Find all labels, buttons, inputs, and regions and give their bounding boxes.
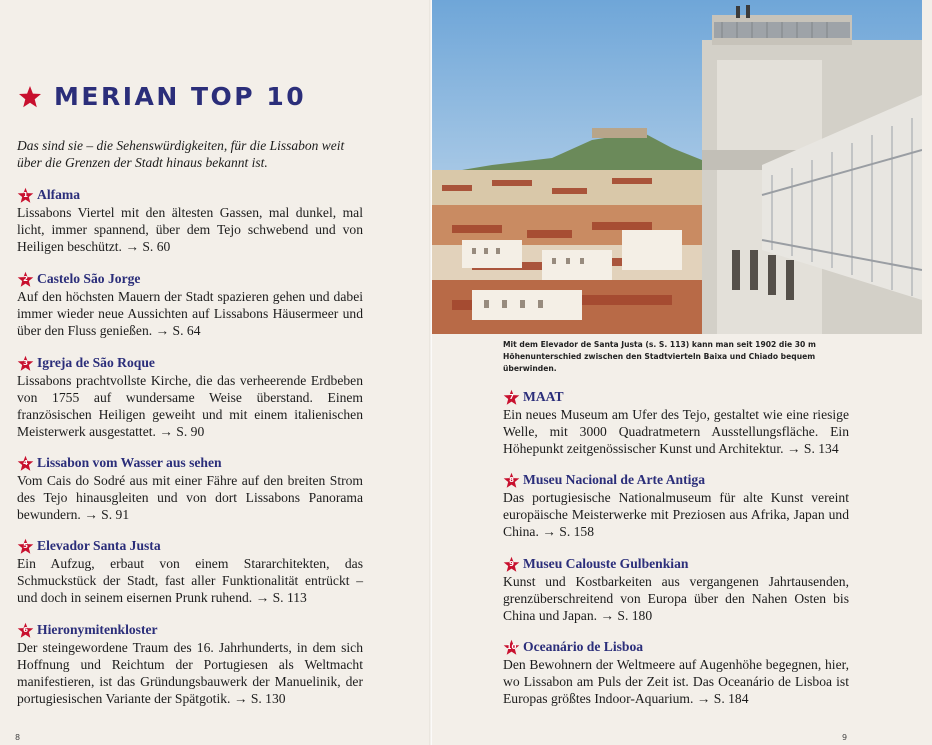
numbered-star-icon (17, 187, 34, 204)
photo-illustration (432, 0, 922, 334)
entry-title (17, 537, 363, 555)
entry-body: Lissabons prachtvollste Kirche, die das verheerende Erdbeben von 1755 auf wundersame Weise überstand. Einem französischen Heiligen geweiht und mit einem italienischen Meisterwerk ausgestattet. → S. 90 (17, 373, 363, 439)
entry-title-text: Igreja de São Roque (37, 355, 155, 370)
entry-number: 7 (509, 392, 514, 401)
entry-number: 2 (23, 274, 28, 283)
entry-title (17, 454, 363, 472)
lisbon-photo (432, 0, 922, 334)
entry-number: 1 (23, 190, 28, 199)
intro-text: Das sind sie – die Sehenswürdigkeiten, für die Lissabon weit über die Grenzen der Stadt hinaus bekannt ist. (17, 138, 345, 170)
entry-title (503, 388, 849, 406)
entry-title-text: MAAT (523, 389, 564, 404)
numbered-star-icon (503, 556, 520, 573)
entry-body: Kunst und Kostbarkeiten aus vergangenen Jahrtausenden, grenzüberschreitend von Europa über den Nahen Osten bis China und Japan. → S. 180 (503, 574, 849, 623)
top10-entry (503, 388, 849, 457)
numbered-star-icon (17, 355, 34, 372)
section-heading (18, 82, 306, 111)
entry-title (17, 270, 363, 288)
entry-title (503, 471, 849, 489)
top10-entry (17, 454, 363, 523)
entry-number: 8 (509, 475, 514, 484)
top10-entry (17, 354, 363, 440)
entry-number: 3 (23, 358, 28, 367)
numbered-star-icon (503, 472, 520, 489)
entry-number: 4 (23, 458, 28, 467)
entry-body: Ein Aufzug, erbaut von einem Stararchitekten, das Schmuckstück der Stadt, fast aller Funktionalität entrückt – und doch in seinem eisernen Prunk ruhend. → S. 113 (17, 556, 363, 605)
entry-title-text: Museu Calouste Gulbenkian (523, 556, 689, 571)
entry-body: Den Bewohnern der Weltmeere auf Augenhöhe begegnen, hier, wo Lissabon am Puls der Zeit ist. Das Oceanário de Lisboa ist Europas größtes Indoor-Aquarium. → S. 184 (503, 657, 849, 706)
top10-entry (17, 186, 363, 255)
numbered-star-icon (503, 639, 520, 656)
entry-body: Ein neues Museum am Ufer des Tejo, gestaltet wie eine riesige Welle, mit 3000 Quadratmetern Ausstellungsfläche. Ein Höhepunkt zeitgenössischer Kunst und Architektur. → S. 134 (503, 407, 849, 456)
entry-body: Lissabons Viertel mit den ältesten Gassen, mal dunkel, mal licht, immer spannend, über dem Tejo schwebend und von Heiligen beschützt. → S. 60 (17, 205, 363, 254)
entry-body: Das portugiesische Nationalmuseum für alte Kunst vereint europäische Meisterwerke mit Preziosen aus Afrika, Japan und China. → S. 158 (503, 490, 849, 539)
entry-title-text: Museu Nacional de Arte Antiga (523, 472, 706, 487)
top10-entry (503, 555, 849, 624)
entry-number: 5 (23, 541, 28, 550)
numbered-star-icon (17, 271, 34, 288)
top10-entry (17, 621, 363, 707)
entry-body: Vom Cais do Sodré aus mit einer Fähre auf den breiten Strom des Tejo hinausgleiten und von dort Lissabons Panorama bewundern. → S. 91 (17, 473, 363, 522)
numbered-star-icon (17, 622, 34, 639)
entry-title-text: Hieronymitenkloster (37, 622, 158, 637)
entry-number: 9 (509, 559, 514, 568)
page-number-right: 9 (842, 733, 848, 742)
entry-title (17, 621, 363, 639)
entry-body: Der steingewordene Traum des 16. Jahrhunderts, in dem sich Hoffnung und Reichtum der Portugiesen als Weltmacht manifestieren, ist das Gründungsbauwerk der Manuelinik, der portugiesischen Variante der Spätgotik. → S. 130 (17, 640, 363, 706)
top10-entry (17, 270, 363, 339)
entry-body: Auf den höchsten Mauern der Stadt spazieren gehen und dabei immer wieder neue Aussichten auf Lissabons Häusermeer und über den Fluss genießen. → S. 64 (17, 289, 363, 338)
entry-title-text: Elevador Santa Justa (37, 538, 161, 553)
numbered-star-icon (17, 455, 34, 472)
entry-title (503, 638, 849, 656)
star-icon (18, 85, 42, 109)
top10-entry (503, 471, 849, 540)
entry-title-text: Oceanário de Lisboa (523, 639, 644, 654)
top10-entry (17, 537, 363, 606)
entry-title-text: Lissabon vom Wasser aus sehen (37, 455, 222, 470)
entry-title-text: Alfama (37, 187, 81, 202)
entry-title (503, 555, 849, 573)
page-number-left: 8 (15, 733, 21, 742)
photo-caption: Mit dem Elevador de Santa Justa (s. S. 113) kann man seit 1902 die 30 m Höhenunterschied zwischen den Stadtvierteln Baixa und Chiado bequem überwinden. (503, 340, 816, 373)
entry-number: 6 (23, 625, 28, 634)
numbered-star-icon (503, 389, 520, 406)
left-page (0, 0, 431, 745)
entry-title (17, 186, 363, 204)
top10-entry (503, 638, 849, 707)
numbered-star-icon (17, 538, 34, 555)
page-title: MERIAN TOP 10 (54, 82, 307, 111)
entry-number: 10 (506, 642, 517, 651)
entry-title (17, 354, 363, 372)
entry-title-text: Castelo São Jorge (37, 271, 141, 286)
